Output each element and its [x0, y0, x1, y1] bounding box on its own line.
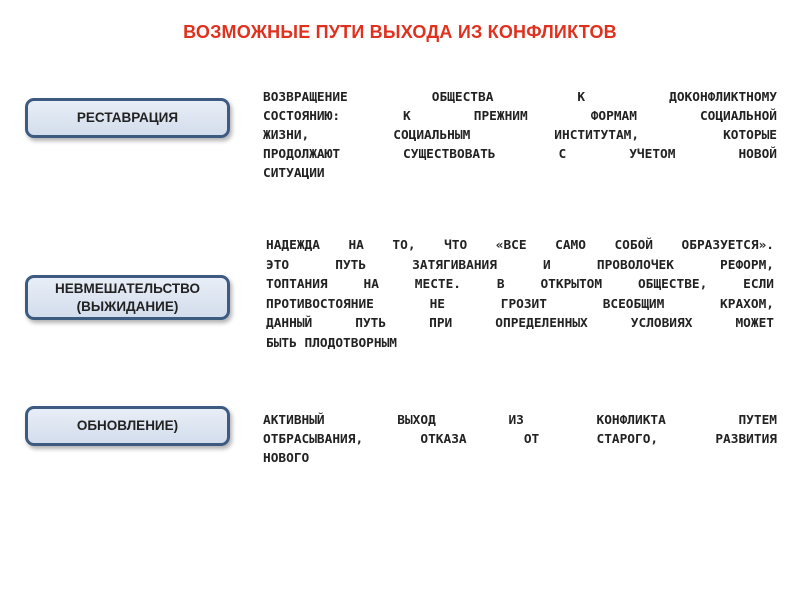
restoration-description: [263, 88, 777, 183]
restoration-box: [25, 98, 230, 138]
non-interference-description: [266, 236, 774, 353]
description-line: ТОПТАНИЯ НА МЕСТЕ. В ОТКРЫТОМ ОБЩЕСТВЕ, ЕСЛИ: [266, 277, 774, 292]
description-line: ДАННЫЙ ПУТЬ ПРИ ОПРЕДЕЛЕННЫХ УСЛОВИЯХ МОЖЕТ: [266, 316, 774, 331]
description-line: СИТУАЦИИ: [263, 166, 325, 181]
description-line: НАДЕЖДА НА ТО, ЧТО «ВСЕ САМО СОБОЙ ОБРАЗУЕТСЯ».: [266, 238, 774, 253]
non-interference-sublabel: (ВЫЖИДАНИЕ): [76, 298, 179, 314]
description-line: ПРОДОЛЖАЮТ СУЩЕСТВОВАТЬ С УЧЕТОМ НОВОЙ: [263, 147, 777, 162]
renewal-label: ОБНОВЛЕНИЕ): [76, 418, 179, 433]
description-line: ПРОТИВОСТОЯНИЕ НЕ ГРОЗИТ ВСЕОБЩИМ КРАХОМ,: [266, 296, 774, 312]
description-line: БЫТЬ ПЛОДОТВОРНЫМ: [266, 335, 397, 351]
description-line: ЭТО ПУТЬ ЗАТЯГИВАНИЯ И ПРОВОЛОЧЕК РЕФОРМ,: [266, 257, 774, 273]
non-interference-label: НЕВМЕШАТЕЛЬСТВО: [54, 280, 201, 296]
description-line: ЖИЗНИ, СОЦИАЛЬНЫМ ИНСТИТУТАМ, КОТОРЫЕ: [263, 128, 777, 143]
description-line: ВОЗВРАЩЕНИЕ ОБЩЕСТВА К ДОКОНФЛИКТНОМУ: [263, 90, 777, 105]
page-title: ВОЗМОЖНЫЕ ПУТИ ВЫХОДА ИЗ КОНФЛИКТОВ: [183, 22, 617, 42]
description-line: СОСТОЯНИЮ: К ПРЕЖНИМ ФОРМАМ СОЦИАЛЬНОЙ: [263, 109, 777, 124]
non-interference-box: [25, 275, 230, 320]
description-line: ОТБРАСЫВАНИЯ, ОТКАЗА ОТ СТАРОГО, РАЗВИТИЯ: [263, 432, 777, 447]
renewal-box: [25, 406, 230, 446]
renewal-description: [263, 411, 777, 468]
description-line: НОВОГО: [263, 451, 310, 466]
restoration-label: РЕСТАВРАЦИЯ: [76, 110, 179, 125]
description-line: АКТИВНЫЙ ВЫХОД ИЗ КОНФЛИКТА ПУТЕМ: [263, 413, 777, 428]
